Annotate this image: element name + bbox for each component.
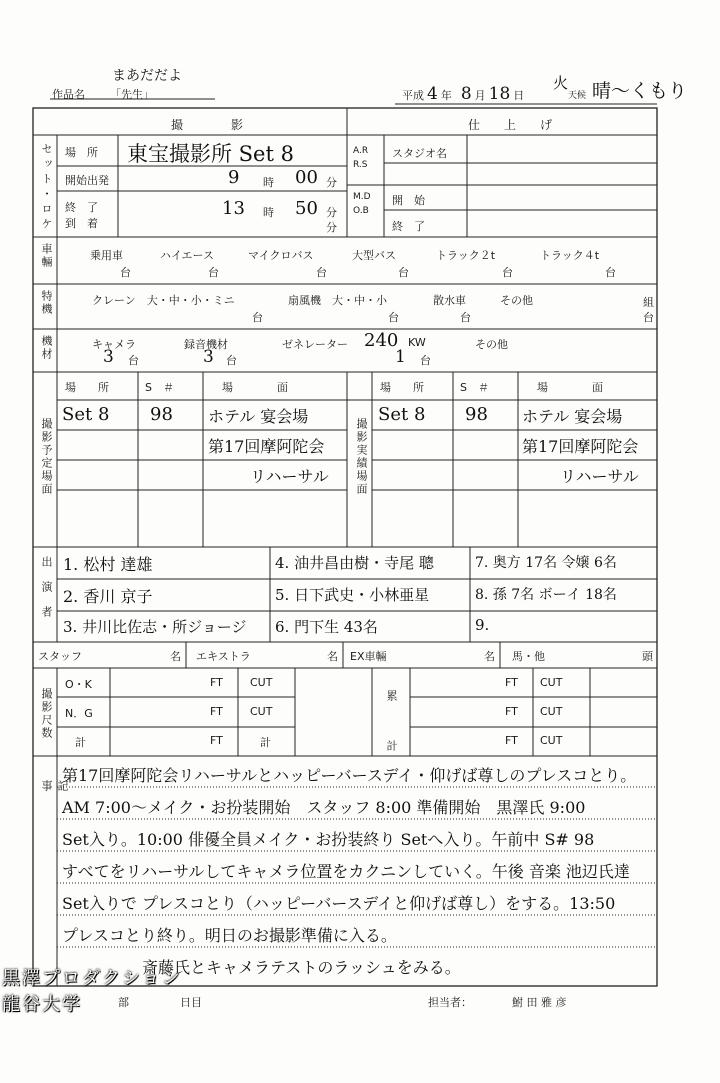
start-hour: 9 (228, 167, 240, 188)
generator-label: ゼネレーター (282, 338, 348, 351)
actual-scene-2: 第17回摩阿陀会 (522, 437, 639, 456)
vehicle-car-unit: 台 (120, 266, 131, 279)
title-reading: まあだだよ (112, 68, 182, 84)
cast-7: 7. 奥方 17名 令嬢 6名 (475, 555, 617, 571)
watermark-line-2: 龍谷大学 (2, 994, 82, 1015)
vehicle-microbus-unit: 台 (316, 266, 327, 279)
footer-person: 鮒 田 雅 彦 (512, 996, 567, 1009)
film-ok-cut: CUT (250, 676, 273, 689)
shooting-header: 撮 影 (170, 118, 243, 132)
weather: 晴～くもり (592, 80, 688, 102)
cast-9: 9. (475, 616, 490, 634)
vehicle-truck2t: トラック２t (436, 249, 496, 262)
end-min-unit: 分 (326, 206, 337, 219)
special-other-unit: 台 (643, 311, 654, 324)
planned-scene-3: リハーサル (250, 467, 329, 486)
set-loc-label: セット・ロケ (40, 143, 53, 233)
planned-snum: 98 (150, 404, 173, 425)
film-grand-ok-ft: FT (505, 676, 518, 689)
sound-unit: 台 (226, 354, 237, 367)
actual-scene-1: ホテル 宴会場 (522, 407, 623, 426)
film-grand-ok-cut: CUT (540, 676, 563, 689)
date-month-unit: 月 (474, 89, 486, 102)
start-min-unit: 分 (326, 176, 337, 189)
staff-label: スタッフ (38, 650, 82, 663)
note-line-2: AM 7:00～メイク・お扮装開始 スタッフ 8:00 準備開始 黒澤氏 9:00 (62, 798, 586, 817)
film-ng-label: N．G (65, 707, 93, 720)
start-hour-unit: 時 (263, 176, 274, 189)
begin-label: 開 始 (392, 194, 425, 207)
studio-label: スタジオ名 (392, 147, 447, 160)
vehicles-label: 車輛 (40, 243, 53, 269)
actual-scene-header: 場 面 (537, 381, 603, 394)
vehicle-truck4t-unit: 台 (605, 266, 616, 279)
finish-label: 終 了 (392, 220, 425, 233)
cast-5: 5. 日下武史・小林亜星 (275, 586, 430, 604)
actual-snum: 98 (465, 404, 488, 425)
cast-3: 3. 井川比佐志・所ジョージ (63, 618, 247, 636)
special-other: その他 (500, 294, 533, 307)
note-line-3: Set入り。10:00 俳優全員メイク・お扮装終り Setへ入り。午前中 S# 98 (62, 830, 595, 849)
cast-6: 6. 門下生 43名 (275, 618, 378, 636)
cast-4: 4. 油井昌由樹・寺尾 聰 (275, 554, 434, 572)
film-ng-cut: CUT (250, 705, 273, 718)
actual-snum-header: S ＃ (460, 381, 489, 394)
special-fan-unit: 台 (388, 311, 399, 324)
planned-scene-1: ホテル 宴会場 (208, 407, 309, 426)
footer-dept: 部 (118, 996, 129, 1009)
place-label: 場 所 (65, 146, 98, 159)
cast-1: 1. 松村 達雄 (63, 555, 153, 574)
work-title: 「先生」 (110, 88, 154, 101)
film-total-total: 計 (260, 736, 271, 749)
ob-label: O.B (353, 206, 369, 216)
staff-unit: 名 (170, 650, 181, 663)
film-grand-label: 累 計 (385, 690, 398, 765)
ar-label: A.R (353, 146, 369, 156)
generator-kw: 240 (364, 330, 399, 351)
cast-8: 8. 孫 7名 ボーイ 18名 (475, 587, 617, 603)
extra-unit: 名 (327, 650, 338, 663)
set-place: 東宝撮影所 Set 8 (127, 142, 294, 166)
vehicle-hiace: ハイエース (160, 249, 215, 262)
camera-unit: 台 (128, 354, 139, 367)
start-min: 00 (295, 167, 318, 188)
film-total-label: 計 (75, 736, 86, 749)
special-water-unit: 台 (460, 311, 471, 324)
start-label: 開始出発 (65, 174, 109, 187)
vehicle-car: 乗用車 (90, 249, 123, 262)
film-ok-label: O・K (65, 678, 92, 691)
title-label: 作品名 (52, 88, 85, 101)
planned-place-header: 場 所 (65, 381, 109, 394)
planned-label: 撮影予定場面 (40, 418, 53, 496)
vehicle-truck4t: トラック４t (540, 249, 600, 262)
date-day: 18 (488, 84, 511, 104)
vehicle-hiace-unit: 台 (208, 266, 219, 279)
actual-scene-3: リハーサル (560, 467, 639, 486)
vehicle-bus: 大型バス (352, 249, 396, 262)
sound-count: 3 (203, 347, 214, 367)
extra-label: エキストラ (196, 650, 251, 663)
equipment-other: その他 (475, 338, 508, 351)
planned-snum-header: S ＃ (145, 381, 174, 394)
camera-count: 3 (103, 347, 114, 367)
end-min: 50 (295, 198, 318, 219)
end-label-1: 終 了 (65, 201, 98, 214)
special-group-unit: 組 (643, 296, 654, 309)
actual-place: Set 8 (378, 404, 426, 425)
ex-vehicle-unit: 名 (484, 650, 495, 663)
note-line-5: Set入りで プレスコとり（ハッピーバースデイと仰げば尊し）をする。13:50 (62, 894, 616, 913)
date-day-unit: 日 (513, 89, 525, 102)
planned-scene-header: 場 面 (222, 381, 288, 394)
date-year: 4 (427, 84, 438, 104)
film-grand-ng-ft: FT (505, 705, 518, 718)
date-era: 平成 (402, 89, 424, 102)
note-line-7: 斎藤氏とキャメラテストのラッシュをみる。 (62, 958, 461, 977)
date-year-unit: 年 (440, 89, 452, 102)
vehicle-truck2t-unit: 台 (502, 266, 513, 279)
footer-day: 日目 (180, 996, 202, 1009)
planned-place: Set 8 (62, 404, 110, 425)
cast-2: 2. 香川 京子 (63, 587, 153, 606)
film-ng-ft: FT (210, 705, 223, 718)
special-crane: クレーン 大・中・小・ミニ (92, 294, 235, 307)
finish-header: 仕 上 げ (467, 118, 552, 132)
sound-label: 録音機材 (184, 338, 228, 351)
note-line-6: プレスコとり終り。明日のお撮影準備に入る。 (62, 926, 397, 945)
special-water: 散水車 (433, 294, 466, 307)
note-line-1: 第17回摩阿陀会リハーサルとハッピーバースデイ・仰げば尊しのプレスコとり。 (62, 766, 637, 785)
date-line (402, 84, 524, 104)
cast-label: 出演者 (40, 556, 53, 631)
planned-scene-2: 第17回摩阿陀会 (208, 437, 325, 456)
vehicle-bus-unit: 台 (398, 266, 409, 279)
generator-count: 1 (395, 347, 406, 367)
end-hour: 13 (222, 198, 245, 219)
equipment-label: 機材 (40, 335, 53, 361)
end-hour-unit: 時 (263, 206, 274, 219)
md-label: M.D (353, 192, 371, 202)
actual-label: 撮影実績場面 (355, 418, 368, 496)
vehicle-microbus: マイクロバス (248, 249, 314, 262)
film-grand-total-ft: FT (505, 734, 518, 747)
actual-place-header: 場 所 (380, 381, 424, 394)
horse-unit: 頭 (642, 650, 653, 663)
film-grand-ng-cut: CUT (540, 705, 563, 718)
notes-label: 記 事 (40, 780, 69, 1083)
special-crane-unit: 台 (252, 311, 263, 324)
watermark-line-1: 黒澤プロダクション (2, 968, 182, 989)
ex-vehicle-label: EX車輛 (350, 650, 387, 663)
special-label: 特機 (40, 290, 53, 316)
camera-label: キャメラ (92, 338, 136, 351)
weekday: 火 (553, 74, 569, 92)
weather-label: 天候 (568, 91, 587, 101)
end-min-unit-2: 分 (326, 221, 337, 234)
film-label: 撮影尺数 (40, 688, 53, 740)
horse-label: 馬・他 (512, 650, 545, 663)
footer-person-label: 担当者： (428, 996, 472, 1009)
rs-label: R.S (353, 160, 368, 170)
date-month: 8 (460, 84, 472, 104)
film-ok-ft: FT (210, 676, 223, 689)
film-grand-total-cut: CUT (540, 734, 563, 747)
note-line-4: すべてをリハーサルしてキャメラ位置をカクニンしていく。午後 音楽 池辺氏達 (62, 862, 630, 881)
film-total-ft: FT (210, 734, 223, 747)
generator-unit: KW (408, 336, 426, 349)
special-fan: 扇風機 大・中・小 (288, 294, 387, 307)
generator-count-unit: 台 (420, 354, 431, 367)
end-label-2: 到 着 (65, 217, 98, 230)
